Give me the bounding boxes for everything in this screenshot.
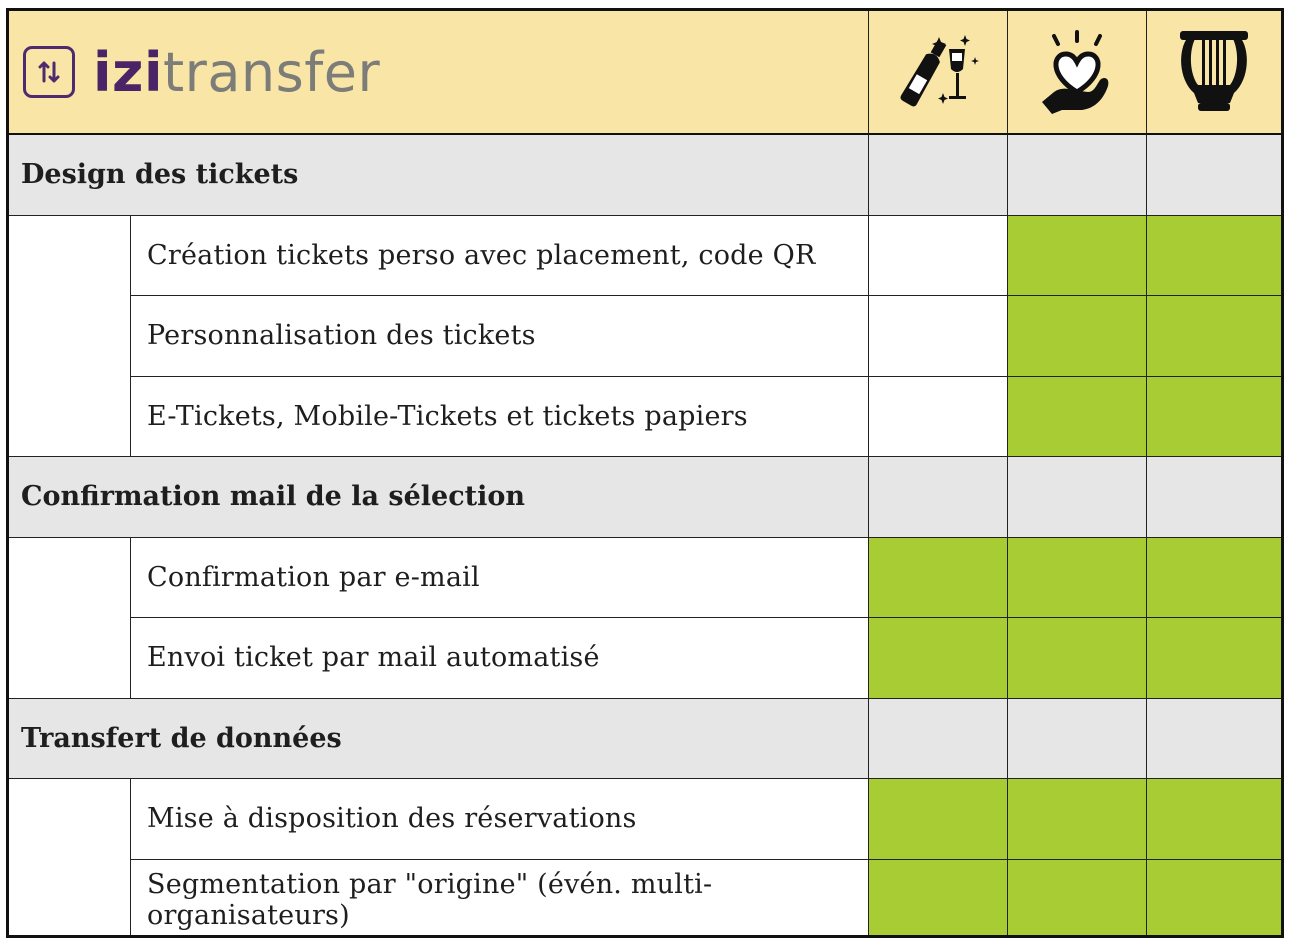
- section-title: Transfert de données: [9, 699, 869, 780]
- feature-row: [9, 618, 1281, 699]
- availability-cell-included: [869, 618, 1008, 699]
- section-cell: [869, 457, 1008, 538]
- availability-cell-included: [1147, 377, 1281, 458]
- brand-cell: [9, 11, 869, 135]
- brand-name-transfer: transfer: [162, 40, 381, 104]
- availability-cell-included: [1008, 860, 1147, 939]
- section-row: [9, 699, 1281, 780]
- section-title: Confirmation mail de la sélection: [9, 457, 869, 538]
- availability-cell-included: [1008, 216, 1147, 297]
- izitransfer-logo: [9, 41, 380, 104]
- availability-cell-included: [1147, 860, 1281, 939]
- section-cell: [869, 699, 1008, 780]
- availability-cell-included: [869, 538, 1008, 619]
- availability-cell-included: [1008, 296, 1147, 377]
- champagne-icon: [897, 33, 979, 111]
- section-cell: [869, 135, 1008, 216]
- feature-row: [9, 779, 1281, 860]
- section-row: [9, 135, 1281, 216]
- column-header-hand-heart: [1008, 11, 1147, 135]
- feature-indent: [9, 296, 131, 377]
- feature-label: E-Tickets, Mobile-Tickets et tickets papiers: [131, 377, 869, 458]
- availability-cell-empty: [869, 377, 1008, 458]
- availability-cell-included: [1008, 377, 1147, 458]
- brand-name: [93, 41, 380, 104]
- availability-cell-included: [869, 860, 1008, 939]
- availability-cell-empty: [869, 296, 1008, 377]
- section-cell: [1008, 699, 1147, 780]
- feature-label: Mise à disposition des réservations: [131, 779, 869, 860]
- feature-row: [9, 538, 1281, 619]
- availability-cell-included: [869, 779, 1008, 860]
- lyre-icon: [1174, 29, 1254, 115]
- section-cell: [1008, 457, 1147, 538]
- availability-cell-included: [1147, 779, 1281, 860]
- section-cell: [1147, 135, 1281, 216]
- section-cell: [1147, 699, 1281, 780]
- feature-indent: [9, 618, 131, 699]
- section-cell: [1008, 135, 1147, 216]
- header-row: [9, 11, 1281, 135]
- brand-name-izi: izi: [93, 40, 163, 104]
- feature-indent: [9, 377, 131, 458]
- section-title: Design des tickets: [9, 135, 869, 216]
- availability-cell-included: [1147, 618, 1281, 699]
- availability-cell-included: [1008, 779, 1147, 860]
- feature-indent: [9, 538, 131, 619]
- availability-cell-included: [1008, 618, 1147, 699]
- availability-cell-empty: [869, 216, 1008, 297]
- feature-label: Création tickets perso avec placement, code QR: [131, 216, 869, 297]
- feature-label: Envoi ticket par mail automatisé: [131, 618, 869, 699]
- feature-indent: [9, 216, 131, 297]
- column-header-champagne: [869, 11, 1008, 135]
- availability-cell-included: [1147, 296, 1281, 377]
- feature-comparison-table: [6, 8, 1284, 938]
- feature-label: Confirmation par e-mail: [131, 538, 869, 619]
- column-header-lyre: [1147, 11, 1281, 135]
- feature-row: [9, 296, 1281, 377]
- feature-row: [9, 216, 1281, 297]
- hand-heart-icon: [1038, 30, 1116, 114]
- availability-cell-included: [1147, 216, 1281, 297]
- feature-label: Personnalisation des tickets: [131, 296, 869, 377]
- feature-row: [9, 860, 1281, 939]
- section-row: [9, 457, 1281, 538]
- feature-indent: [9, 779, 131, 860]
- transfer-arrows-icon: [23, 46, 75, 98]
- section-cell: [1147, 457, 1281, 538]
- availability-cell-included: [1147, 538, 1281, 619]
- availability-cell-included: [1008, 538, 1147, 619]
- feature-label: Segmentation par "origine" (évén. multi-organisateurs): [131, 860, 869, 939]
- feature-indent: [9, 860, 131, 939]
- feature-row: [9, 377, 1281, 458]
